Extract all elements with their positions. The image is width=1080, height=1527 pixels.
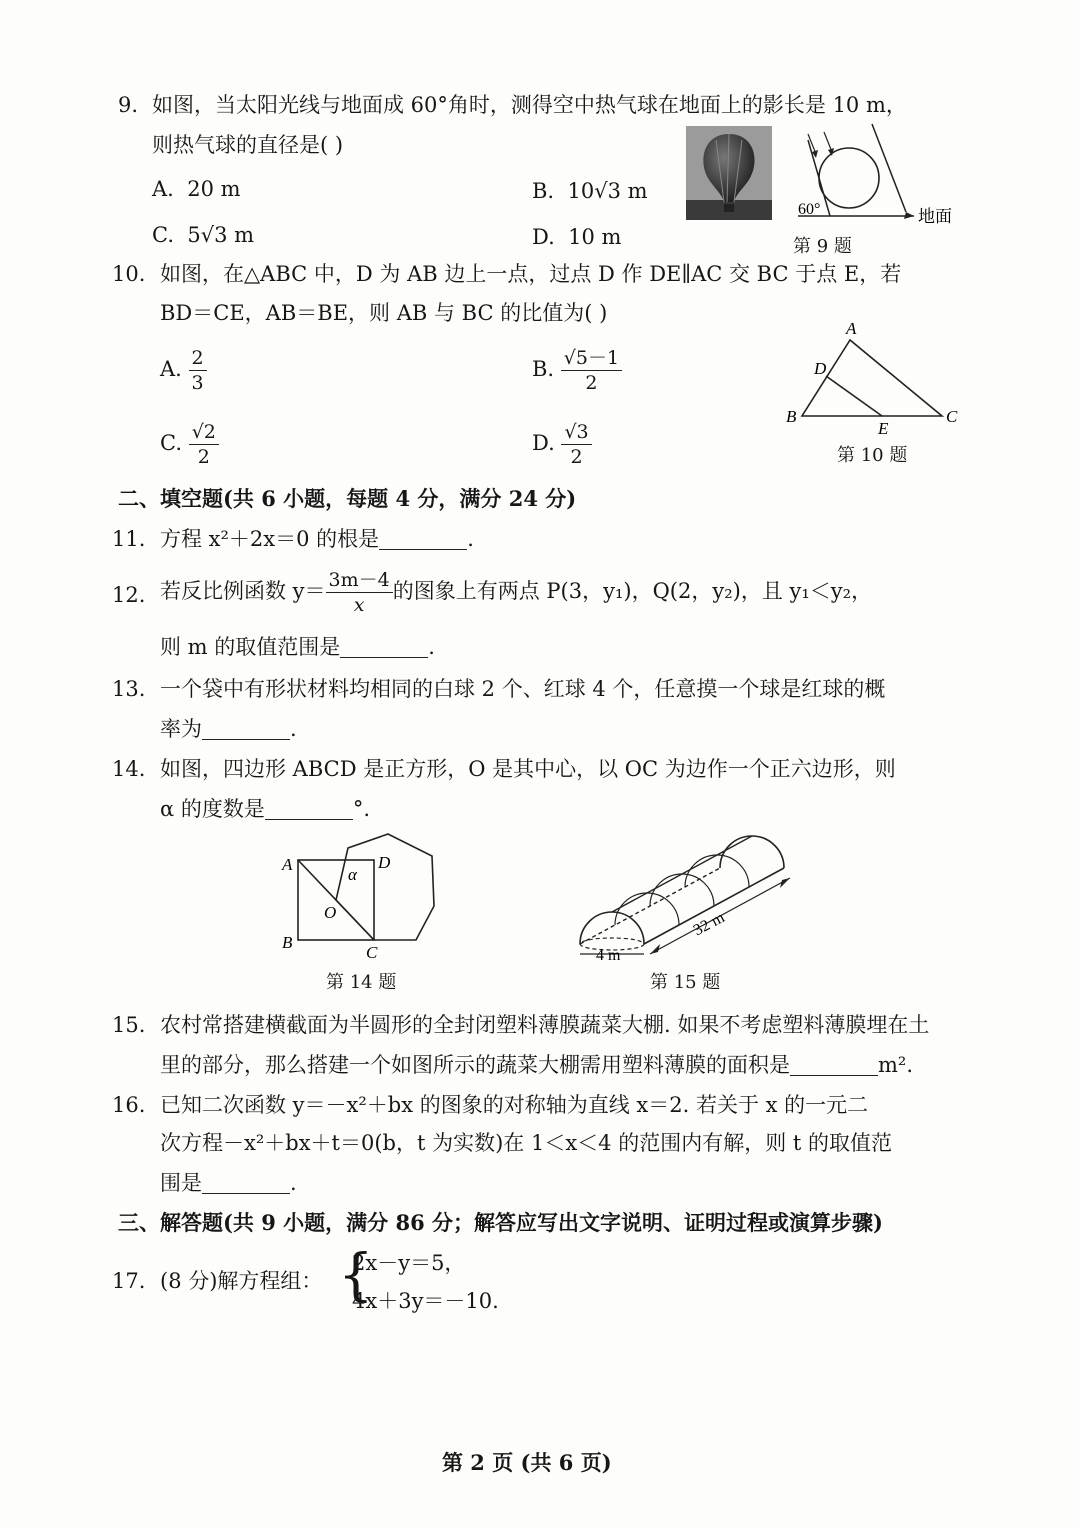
option-fraction: $\frac{√5-1}{2}$ xyxy=(561,346,622,395)
point-a-label: A xyxy=(282,855,293,874)
option-label: A. xyxy=(160,357,182,381)
q11-end: . xyxy=(467,527,474,551)
q17-equation-2: 4x＋3y＝－10. xyxy=(352,1289,499,1313)
q16-stem-line1: 已知二次函数 y＝－x²＋bx 的图象的对称轴为直线 x＝2. 若关于 x 的一元二 xyxy=(160,1093,869,1117)
width-label: 4 m xyxy=(596,947,621,964)
q14-figure xyxy=(278,830,458,965)
q17-equation-1: 2x－y＝5， xyxy=(352,1251,466,1275)
option-fraction: $\frac{√2}{2}$ xyxy=(189,420,219,469)
answer-blank[interactable] xyxy=(790,1053,878,1076)
q16-number: 16. xyxy=(112,1093,146,1117)
q11-stem xyxy=(160,524,474,554)
q9-figure xyxy=(790,120,970,230)
q17-stem: (8 分)解方程组： xyxy=(160,1269,323,1293)
q12-stem-line2 xyxy=(160,632,435,662)
option-label: B. xyxy=(532,179,555,203)
option-text: 20 m xyxy=(187,177,241,201)
hexagon xyxy=(336,834,434,940)
q15-line2-text: 里的部分，那么搭建一个如图所示的蔬菜大棚需用塑料薄膜的面积是 xyxy=(160,1053,790,1077)
alpha-label: α xyxy=(348,865,357,884)
q10-option-b xyxy=(532,346,622,395)
q13-stem-line1: 一个袋中有形状材料均相同的白球 2 个、红球 4 个，任意摸一个球是红球的概 xyxy=(160,677,886,701)
q10-option-d xyxy=(532,420,592,469)
answer-blank[interactable] xyxy=(202,717,290,740)
q15-figure xyxy=(570,826,810,966)
section2-heading: 二、填空题(共 6 小题，每题 4 分，满分 24 分) xyxy=(118,486,577,511)
q9-option-b xyxy=(532,176,648,206)
option-label: D. xyxy=(532,225,555,249)
q12-end: . xyxy=(428,635,435,659)
q13-number: 13. xyxy=(112,677,146,701)
q9-option-c xyxy=(152,220,254,250)
option-label: D. xyxy=(532,431,555,455)
q12-number: 12. xyxy=(112,583,146,607)
point-d-label: D xyxy=(814,359,827,378)
balloon-circle xyxy=(819,148,879,208)
q9-caption: 第 9 题 xyxy=(793,236,852,257)
length-label: 32 m xyxy=(690,909,728,940)
option-text: 10 m xyxy=(568,225,622,249)
q15-end: m². xyxy=(878,1053,914,1077)
q12-stem-line1 xyxy=(160,568,872,617)
point-c-label: C xyxy=(946,407,958,426)
triangle-abc xyxy=(802,340,942,416)
q11-number: 11. xyxy=(112,527,146,551)
q9-stem-line2: 则热气球的直径是( ) xyxy=(152,133,344,157)
option-label: A. xyxy=(152,177,174,201)
option-label: B. xyxy=(532,357,555,381)
page-footer: 第 2 页 (共 6 页) xyxy=(442,1450,612,1475)
q10-option-c xyxy=(160,420,219,469)
option-text: 5√3 m xyxy=(187,223,255,247)
system-brace: { xyxy=(338,1243,374,1308)
q10-caption: 第 10 题 xyxy=(837,445,908,466)
q13-stem-line2 xyxy=(160,714,297,744)
q10-option-a xyxy=(160,346,207,395)
q12-fraction: $\frac{3m-4}{x}$ xyxy=(326,568,393,617)
point-b-label: B xyxy=(282,933,293,952)
q15-stem-line1: 农村常搭建横截面为半圆形的全封闭塑料薄膜蔬菜大棚. 如果不考虑塑料薄膜埋在土 xyxy=(160,1013,930,1037)
option-label: C. xyxy=(160,431,182,455)
q14-stem-line2 xyxy=(160,794,370,824)
q16-end: . xyxy=(290,1171,297,1195)
q10-number: 10. xyxy=(112,262,146,286)
option-label: C. xyxy=(152,223,174,247)
q16-line3-text: 围是 xyxy=(160,1171,202,1195)
balloon-photo xyxy=(686,126,772,220)
q14-stem-line1: 如图，四边形 ABCD 是正方形，O 是其中心，以 OC 为边作一个正六边形，则 xyxy=(160,757,896,781)
q14-line2-text: α 的度数是 xyxy=(160,797,265,821)
point-o-label: O xyxy=(324,903,337,922)
angle-label: 60° xyxy=(798,201,821,218)
point-a-label: A xyxy=(846,319,857,338)
q10-stem-line2: BD＝CE，AB＝BE，则 AB 与 BC 的比值为( ) xyxy=(160,301,608,325)
q9-stem-line1: 如图，当太阳光线与地面成 60°角时，测得空中热气球在地面上的影长是 10 m， xyxy=(152,93,907,117)
q11-text: 方程 x²＋2x＝0 的根是 xyxy=(160,527,380,551)
point-d-label: D xyxy=(378,853,391,872)
q15-number: 15. xyxy=(112,1013,146,1037)
q13-end: . xyxy=(290,717,297,741)
q12-pre: 若反比例函数 y＝ xyxy=(160,579,326,603)
answer-blank[interactable] xyxy=(340,635,428,658)
q15-stem-line2 xyxy=(160,1050,913,1080)
option-text: 10√3 m xyxy=(567,179,648,203)
segment-de xyxy=(826,376,882,416)
back-arch xyxy=(720,836,784,868)
q16-stem-line2: 次方程－x²＋bx＋t＝0(b，t 为实数)在 1＜x＜4 的范围内有解，则 t 的取值范 xyxy=(160,1131,892,1155)
point-c-label: C xyxy=(366,943,378,962)
option-fraction: $\frac{2}{3}$ xyxy=(189,346,207,395)
answer-blank[interactable] xyxy=(379,527,467,550)
answer-blank[interactable] xyxy=(265,797,353,820)
q10-stem-line1: 如图，在△ABC 中，D 为 AB 边上一点，过点 D 作 DE∥AC 交 BC 于点 E，若 xyxy=(160,262,902,286)
ground-label: 地面 xyxy=(918,207,952,226)
q10-figure xyxy=(778,318,968,438)
q14-number: 14. xyxy=(112,757,146,781)
point-e-label: E xyxy=(878,419,889,438)
point-b-label: B xyxy=(786,407,797,426)
q13-line2-text: 率为 xyxy=(160,717,202,741)
q16-stem-line3 xyxy=(160,1168,297,1198)
answer-blank[interactable] xyxy=(202,1171,290,1194)
q12-line2-text: 则 m 的取值范围是 xyxy=(160,635,341,659)
section3-heading: 三、解答题(共 9 小题，满分 86 分；解答应写出文字说明、证明过程或演算步骤) xyxy=(118,1210,883,1235)
q14-caption: 第 14 题 xyxy=(326,972,397,993)
q9-number: 9. xyxy=(118,93,139,117)
option-fraction: $\frac{√3}{2}$ xyxy=(561,420,591,469)
q9-option-a xyxy=(152,174,241,204)
q9-option-d xyxy=(532,222,621,252)
q15-caption: 第 15 题 xyxy=(650,972,721,993)
q14-end: °. xyxy=(352,797,371,821)
q17-number: 17. xyxy=(112,1269,146,1293)
q12-post: 的图象上有两点 P(3，y₁)，Q(2，y₂)，且 y₁＜y₂， xyxy=(392,579,873,603)
